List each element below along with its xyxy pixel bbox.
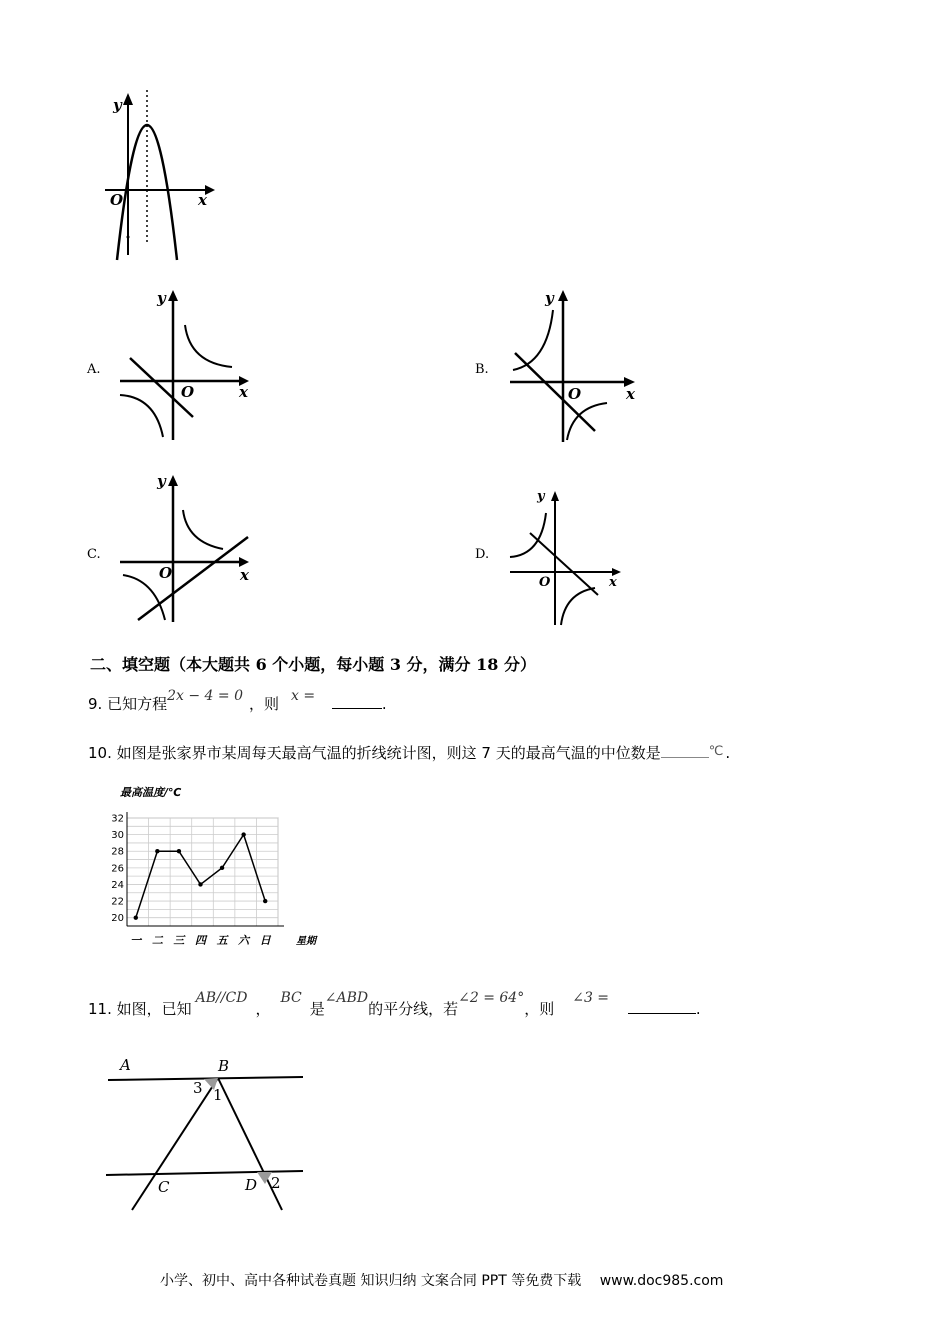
axis-y-label: y bbox=[545, 289, 554, 307]
data-point bbox=[241, 832, 245, 836]
angle-1-label: 1 bbox=[213, 1086, 223, 1104]
axis-x-label: x bbox=[609, 575, 617, 590]
y-tick-label: 26 bbox=[111, 863, 124, 875]
variable: x = bbox=[291, 688, 316, 704]
answer-blank[interactable] bbox=[628, 1013, 696, 1014]
data-point bbox=[198, 882, 202, 886]
origin-label: O bbox=[568, 385, 582, 403]
option-c-graph bbox=[115, 470, 265, 630]
angle-2-label: 2 bbox=[271, 1174, 281, 1192]
point-b-label: B bbox=[218, 1057, 230, 1075]
point-a-label: A bbox=[120, 1056, 131, 1074]
data-point bbox=[177, 849, 181, 853]
x-tick-label: 二 bbox=[151, 934, 163, 947]
period: . bbox=[725, 744, 731, 762]
angle-3-label: 3 bbox=[193, 1079, 203, 1097]
question-number: 9. bbox=[88, 695, 103, 713]
data-point bbox=[134, 915, 138, 919]
y-tick-label: 22 bbox=[111, 896, 124, 908]
data-point bbox=[220, 866, 224, 870]
y-tick-label: 24 bbox=[111, 879, 124, 891]
axis-x-label: x bbox=[198, 191, 207, 209]
origin-label: O bbox=[181, 383, 195, 401]
answer-blank[interactable] bbox=[661, 757, 709, 758]
axis-x-label: x bbox=[239, 383, 248, 401]
data-point bbox=[263, 899, 267, 903]
origin-label: O bbox=[110, 191, 124, 209]
footer-link[interactable]: www.doc985.com bbox=[599, 1273, 724, 1289]
period: . bbox=[381, 695, 387, 713]
y-tick-label: 20 bbox=[111, 913, 124, 925]
asked-angle: ∠3 = bbox=[572, 990, 610, 1006]
footer-text: 小学、初中、高中各种试卷真题 知识归纳 文案合同 PPT 等免费下载 bbox=[160, 1273, 582, 1289]
y-tick-label: 32 bbox=[111, 813, 124, 825]
x-tick-label: 一 bbox=[130, 934, 142, 947]
x-tick-label: 四 bbox=[195, 934, 206, 947]
question-text: 是 bbox=[309, 1000, 325, 1018]
point-c-label: C bbox=[158, 1178, 170, 1196]
option-b-label[interactable]: B. bbox=[475, 362, 489, 377]
point-d-label: D bbox=[245, 1176, 258, 1194]
comma: ， bbox=[255, 1000, 271, 1018]
option-d-graph bbox=[505, 485, 635, 630]
x-tick-label: 五 bbox=[216, 934, 228, 947]
option-c-label[interactable]: C. bbox=[87, 547, 101, 562]
footer bbox=[160, 1270, 723, 1290]
question-9 bbox=[88, 688, 387, 714]
option-d-label[interactable]: D. bbox=[475, 547, 490, 562]
answer-blank[interactable] bbox=[332, 708, 382, 709]
reference-parabola-graph bbox=[95, 85, 225, 265]
question-number: 10. bbox=[88, 744, 112, 762]
y-tick-label: 28 bbox=[111, 846, 124, 858]
x-axis-label: 星期 bbox=[296, 936, 316, 947]
parallel-statement: AB//CD bbox=[195, 990, 248, 1006]
option-b-graph bbox=[505, 285, 655, 450]
axis-y-label: y bbox=[157, 472, 166, 490]
x-tick-label: 日 bbox=[259, 934, 271, 947]
segment-bc: BC bbox=[280, 990, 302, 1006]
equation: 2x − 4 = 0 bbox=[167, 688, 243, 704]
question-text: 的平分线，若 bbox=[368, 1000, 459, 1018]
question-text: 如图是张家界市某周每天最高气温的折线统计图，则这 7 天的最高气温的中位数是 bbox=[116, 744, 661, 762]
unit-celsius: ℃ bbox=[708, 744, 724, 759]
axis-y-label: y bbox=[537, 489, 545, 504]
origin-label: O bbox=[539, 575, 551, 590]
axis-y-label: y bbox=[113, 96, 122, 114]
angle-abd: ∠ABD bbox=[324, 990, 369, 1006]
question-text: ，则 bbox=[249, 695, 280, 713]
axis-x-label: x bbox=[626, 385, 635, 403]
x-tick-label: 三 bbox=[173, 934, 185, 947]
origin-label: O bbox=[159, 564, 173, 582]
given-angle: ∠2 = 64° bbox=[458, 990, 525, 1006]
parallel-lines-figure bbox=[100, 1050, 320, 1220]
question-text: 已知方程 bbox=[107, 695, 168, 713]
question-10 bbox=[88, 742, 730, 763]
question-11 bbox=[88, 990, 701, 1019]
section-title: 二、填空题（本大题共 6 个小题，每小题 3 分，满分 18 分） bbox=[90, 655, 536, 674]
question-text: ，则 bbox=[524, 1000, 555, 1018]
axis-x-label: x bbox=[240, 566, 249, 584]
x-tick-label: 六 bbox=[238, 934, 250, 947]
angle-2-mark bbox=[257, 1172, 272, 1184]
option-a-label[interactable]: A. bbox=[87, 362, 101, 377]
period: . bbox=[695, 1000, 701, 1018]
option-a-graph bbox=[115, 285, 265, 450]
question-number: 11. bbox=[88, 1000, 112, 1018]
question-text: 如图，已知 bbox=[116, 1000, 192, 1018]
temperature-line-chart bbox=[110, 780, 350, 955]
y-tick-label: 30 bbox=[111, 830, 124, 842]
data-point bbox=[155, 849, 159, 853]
chart-title: 最高温度/℃ bbox=[120, 786, 182, 799]
axis-y-label: y bbox=[157, 289, 166, 307]
